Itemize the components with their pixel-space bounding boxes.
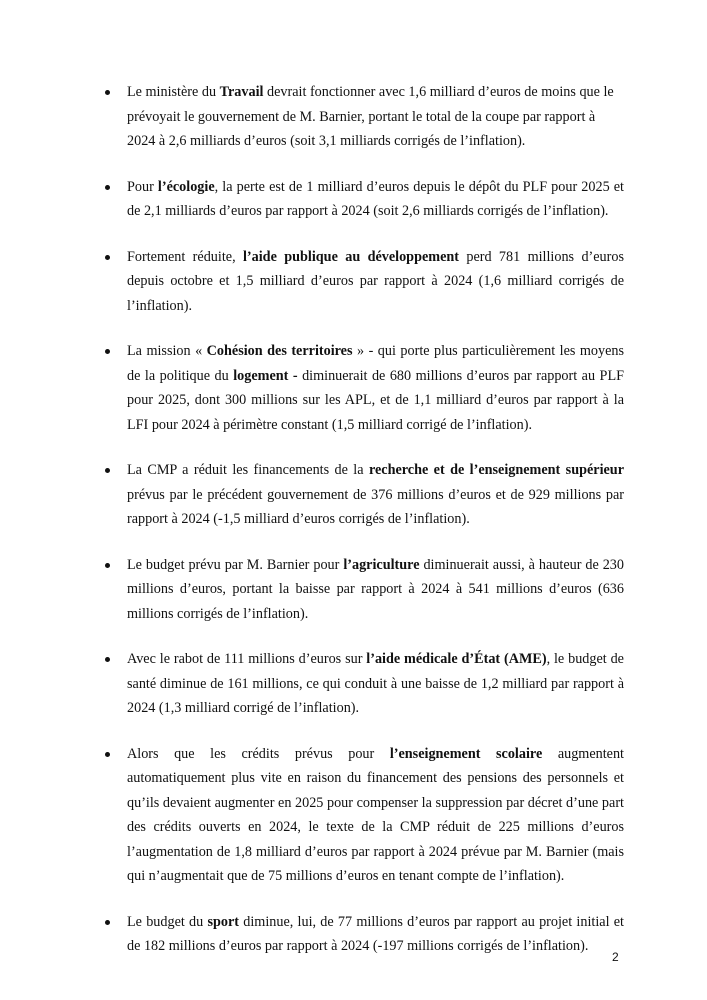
bullet-keyword: l’agriculture — [343, 556, 420, 573]
bullet-dot-icon — [105, 752, 110, 757]
bullet-text: diminuerait de 680 millions d’euros par rapport au PLF pour 2025, dont 300 millions sur les APL, et de 1,1 milliard d’euros par rapport à la LFI pour 2024 à périmètre constant (1,5 milliard corrigé de l’inflation). — [127, 367, 624, 433]
bullet-text: » - qui porte plus particulièrement les moyens de la politique du — [127, 343, 625, 384]
bullet-item — [127, 742, 624, 889]
bullet-text: La CMP a réduit les financements de la — [127, 462, 369, 478]
bullet-keyword: sport — [207, 913, 240, 930]
bullet-keyword: logement - — [233, 367, 298, 384]
bullet-keyword: l’enseignement scolaire — [389, 745, 543, 762]
bullet-dot-icon — [105, 657, 110, 662]
bullet-text: Alors que les crédits prévus pour — [127, 745, 390, 762]
bullet-keyword: l’aide médicale d’État (AME) — [366, 651, 547, 667]
page-number: 2 — [612, 950, 619, 964]
bullet-text: Avec le rabot de 111 millions d’euros sur — [127, 651, 367, 667]
bullet-text: , la perte est de 1 milliard d’euros depuis le dépôt du PLF pour 2025 et de 2,1 milliards d’euros par rapport à 2024 (soit 2,6 milliards corrigés de l’inflation). — [127, 178, 624, 219]
bullet-keyword: Travail — [219, 84, 264, 100]
bullet-text: devrait fonctionner avec 1,6 milliard d’euros de moins que le prévoyait le gouvernement de M. Barnier, portant le total de la coupe par rapport à 2024 à 2,6 milliards d’euros (soit 3,1 milliards corrigés de l’inflation). — [127, 84, 614, 149]
bullet-keyword: l’écologie — [157, 178, 215, 195]
bullet-dot-icon — [105, 255, 110, 260]
bullet-text: Pour — [127, 178, 158, 195]
bullet-dot-icon — [105, 563, 110, 568]
bullet-item — [127, 553, 624, 627]
bullet-text: diminue, lui, de 77 millions d’euros par rapport au projet initial et de 182 millions d’euros par rapport à 2024 (-197 millions corrigés de l’inflation). — [127, 913, 624, 954]
bullet-text: , le budget de santé diminue de 161 millions, ce qui conduit à une baisse de 1,2 milliard par rapport à 2024 (1,3 milliard corrigé de l’inflation). — [127, 651, 624, 716]
bullet-text: Le budget prévu par M. Barnier pour — [127, 556, 344, 573]
bullet-text: Le budget du — [127, 913, 208, 930]
bullet-text: Le ministère du — [127, 84, 220, 100]
bullet-item — [127, 458, 624, 532]
bullet-text: La mission « — [127, 343, 207, 359]
bullet-item — [127, 175, 624, 224]
bullet-item — [127, 339, 624, 437]
bullet-list — [127, 80, 624, 980]
bullet-text: prévus par le précédent gouvernement de 376 millions d’euros et de 929 millions par rapport à 2024 (-1,5 milliard d’euros corrigés de l’inflation). — [127, 486, 624, 527]
bullet-dot-icon — [105, 920, 110, 925]
bullet-item — [127, 245, 624, 319]
bullet-keyword: recherche et de l’enseignement supérieur — [368, 462, 624, 478]
bullet-text: diminuerait aussi, à hauteur de 230 millions d’euros, portant la baisse par rapport à 2024 à 541 millions d’euros (636 millions corrigés de l’inflation). — [127, 556, 624, 622]
bullet-keyword: Cohésion des territoires — [206, 343, 353, 359]
bullet-dot-icon — [105, 90, 110, 95]
bullet-text: perd 781 millions d’euros depuis octobre et 1,5 milliard d’euros par rapport à 2024 (1,6 milliard corrigés de l’inflation). — [127, 248, 624, 314]
bullet-dot-icon — [105, 468, 110, 473]
bullet-text: Fortement réduite, — [127, 248, 243, 265]
bullet-keyword: l’aide publique au développement — [242, 248, 459, 265]
bullet-text: augmentent automatiquement plus vite en raison du financement des pensions des personnels et qu’ils devaient augmenter en 2025 pour compenser la suppression par décret d’une part des crédits ouverts en 2024, le texte de la CMP réduit de 225 millions d’euros l’augmentation de 1,8 milliard d’euros par rapport à 2024 prévue par M. Barnier (mais qui n’augmentait que de 75 millions d’euros en tenant compte de l’inflation). — [127, 745, 625, 884]
bullet-item — [127, 80, 624, 154]
bullet-item — [127, 647, 624, 721]
bullet-dot-icon — [105, 185, 110, 190]
bullet-dot-icon — [105, 349, 110, 354]
bullet-item — [127, 910, 624, 959]
